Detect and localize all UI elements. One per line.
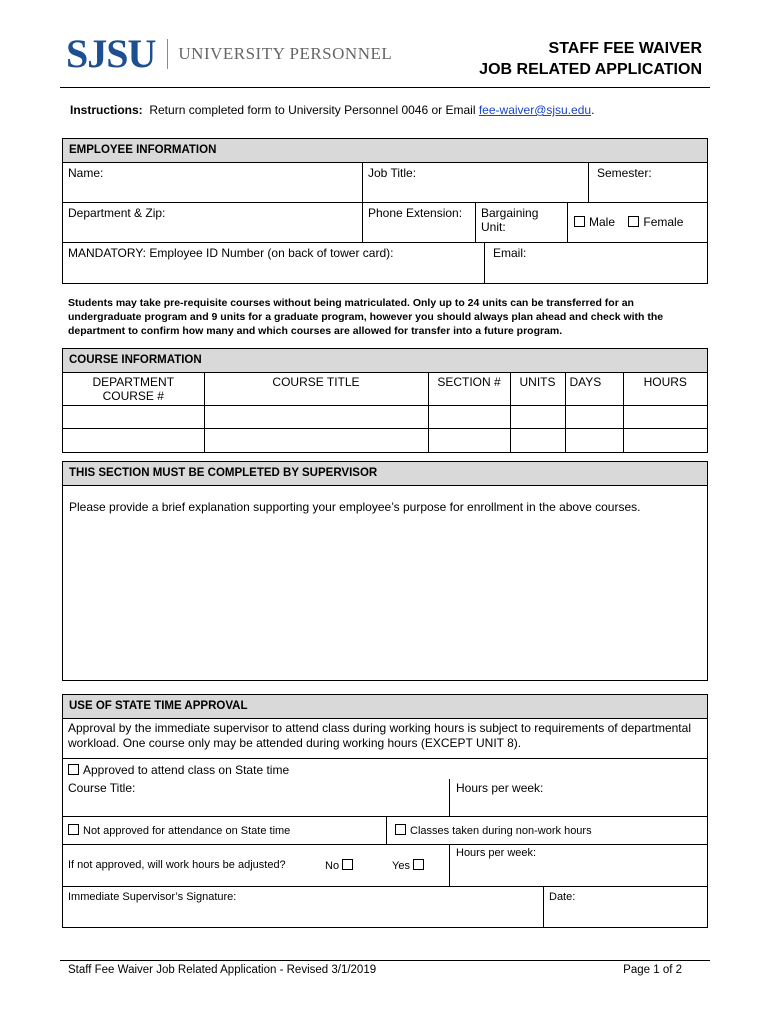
semester-label: Semester: [597, 166, 652, 180]
supervisor-section [62, 461, 708, 681]
bargaining-label-line2: Unit: [481, 220, 506, 234]
approved-checkbox[interactable] [68, 764, 79, 775]
adjusted-label: If not approved, will work hours be adjusted? [68, 859, 286, 871]
not-approved-option [63, 817, 387, 844]
job-title-field[interactable] [363, 163, 589, 202]
course-dept-cell[interactable] [63, 429, 204, 452]
logo-text: UNIVERSITY PERSONNEL [178, 44, 393, 63]
course-dept-cell[interactable] [63, 406, 204, 429]
signature-field[interactable] [63, 887, 544, 927]
col-units: UNITS [510, 373, 565, 406]
yes-checkbox[interactable] [413, 859, 424, 870]
col-section: SECTION # [428, 373, 510, 406]
name-field[interactable] [63, 163, 363, 202]
transfer-notice: Students may take pre-requisite courses without being matriculated. Only up to 24 units can be transferred for an undergraduate program and 9 units for a graduate program, however you should always plan ahead and check with the department to confirm how many and which courses are allowed for transfer into a future program. [68, 297, 664, 337]
course-section-cell[interactable] [428, 406, 510, 429]
document-title [479, 38, 702, 80]
course-units-cell[interactable] [510, 429, 565, 452]
hours-per-week-label: Hours per week: [456, 781, 544, 795]
signature-label: Immediate Supervisor’s Signature: [68, 891, 237, 903]
not-approved-label: Not approved for attendance on State time [83, 825, 291, 837]
course-hours-cell[interactable] [623, 406, 707, 429]
non-work-checkbox[interactable] [395, 824, 406, 835]
no-option [325, 859, 357, 872]
state-time-heading: USE OF STATE TIME APPROVAL [63, 695, 707, 719]
adjusted-question [63, 845, 450, 886]
no-checkbox[interactable] [342, 859, 353, 870]
explanation-field[interactable] [63, 486, 707, 680]
title-line-1: STAFF FEE WAIVER [548, 40, 702, 57]
approval-text: Approval by the immediate supervisor to attend class during working hours is subject to requirements of departmental workload. One course only may be attended during working hours (EXCEPT UNIT 8). [68, 721, 691, 750]
title-line-2: JOB RELATED APPLICATION [479, 61, 702, 78]
email-field[interactable] [485, 243, 707, 283]
approved-option [63, 759, 707, 779]
phone-extension-field[interactable] [363, 203, 476, 242]
approved-label: Approved to attend class on State time [83, 763, 290, 777]
yes-label: Yes [392, 860, 410, 872]
employee-info-heading: EMPLOYEE INFORMATION [63, 139, 707, 163]
instructions-text: Return completed form to University Personnel 0046 or Email [149, 103, 476, 117]
sjsu-logo [66, 31, 393, 76]
name-label: Name: [68, 166, 104, 180]
hours-per-week-label-2: Hours per week: [456, 847, 537, 859]
course-section-cell[interactable] [428, 429, 510, 452]
email-link[interactable]: fee-waiver@sjsu.edu [478, 103, 592, 117]
col-department-line1: DEPARTMENT [92, 375, 175, 389]
employee-information-section [62, 138, 708, 284]
department-label: Department & Zip: [68, 206, 166, 220]
date-field[interactable] [544, 887, 707, 927]
non-work-option [387, 817, 707, 844]
male-label: Male [589, 215, 616, 229]
course-days-cell[interactable] [565, 406, 623, 429]
course-title-field[interactable] [63, 779, 450, 816]
course-hours-cell[interactable] [623, 429, 707, 452]
instructions [70, 103, 594, 117]
explanation-prompt: Please provide a brief explanation supporting your employee’s purpose for enrollment in the above courses. [69, 500, 641, 514]
bargaining-label-line1: Bargaining [481, 206, 539, 220]
female-label: Female [643, 215, 684, 229]
logo-mark: SJSU [66, 31, 156, 76]
course-title-cell[interactable] [204, 406, 428, 429]
logo-divider [167, 39, 168, 69]
hours-per-week-field[interactable] [450, 779, 707, 816]
employee-id-label: MANDATORY: Employee ID Number (on back of tower card): [68, 246, 394, 260]
yes-option [392, 859, 428, 872]
semester-field[interactable] [589, 163, 707, 202]
date-label: Date: [549, 891, 576, 903]
course-table [63, 373, 707, 452]
col-course-title: COURSE TITLE [204, 373, 428, 406]
supervisor-heading: THIS SECTION MUST BE COMPLETED BY SUPERVISOR [63, 462, 707, 486]
course-days-cell[interactable] [565, 429, 623, 452]
col-department-course [63, 373, 204, 406]
course-title-label: Course Title: [68, 781, 136, 795]
footer-revision: Staff Fee Waiver Job Related Application - Revised 3/1/2019 [68, 964, 377, 976]
col-days: DAYS [565, 373, 623, 406]
female-checkbox[interactable] [628, 216, 639, 227]
employee-id-field[interactable] [63, 243, 485, 283]
non-work-label: Classes taken during non-work hours [410, 825, 592, 837]
course-units-cell[interactable] [510, 406, 565, 429]
col-hours: HOURS [623, 373, 707, 406]
job-title-label: Job Title: [368, 166, 417, 180]
footer-divider [60, 960, 710, 961]
gender-field [568, 203, 707, 242]
department-field[interactable] [63, 203, 363, 242]
course-title-cell[interactable] [204, 429, 428, 452]
no-label: No [325, 860, 340, 872]
course-information-section [62, 348, 708, 453]
phone-extension-label: Phone Extension: [368, 206, 463, 220]
bargaining-unit-field[interactable] [476, 203, 568, 242]
col-department-line2: COURSE # [102, 389, 164, 403]
hours-per-week-field-2[interactable] [450, 845, 707, 886]
course-row [63, 406, 707, 429]
page-number: Page 1 of 2 [623, 964, 682, 976]
instructions-label: Instructions: [70, 103, 143, 117]
course-info-heading: COURSE INFORMATION [63, 349, 707, 373]
email-label: Email: [493, 246, 527, 260]
course-row [63, 429, 707, 452]
not-approved-checkbox[interactable] [68, 824, 79, 835]
header-divider [60, 87, 710, 88]
male-checkbox[interactable] [574, 216, 585, 227]
state-time-section [62, 694, 708, 928]
instructions-end: . [591, 103, 595, 117]
